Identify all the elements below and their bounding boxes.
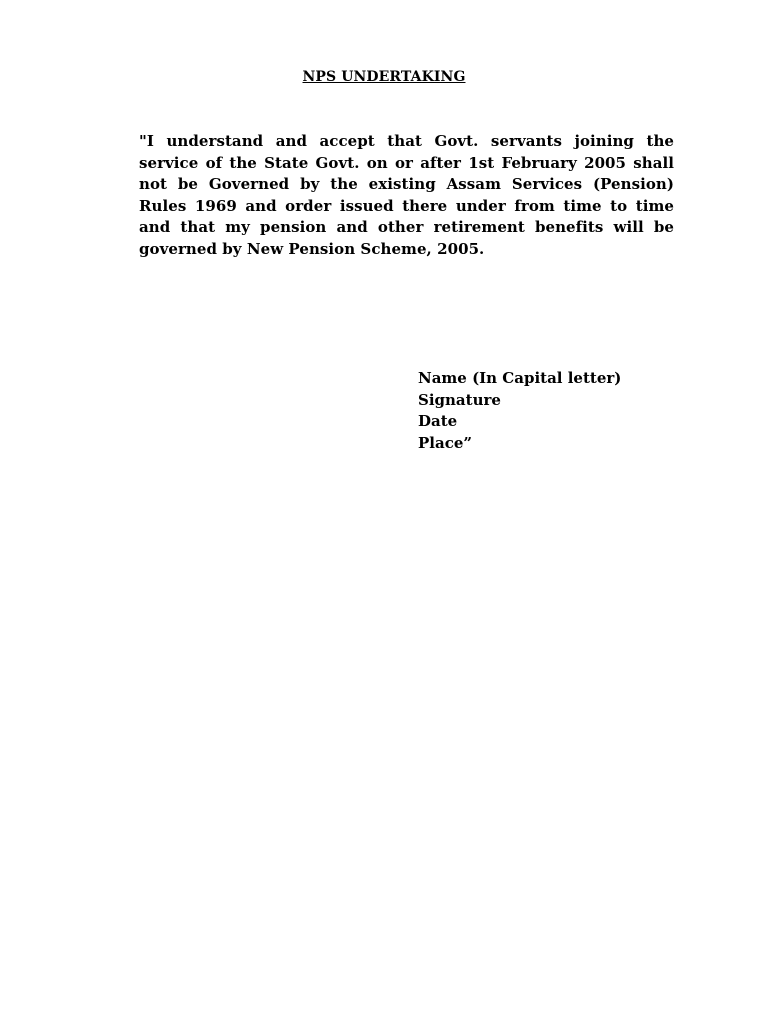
signature-field-label: Signature bbox=[418, 390, 501, 409]
date-field-label: Date bbox=[418, 412, 458, 431]
place-field-label: Place” bbox=[418, 433, 473, 452]
undertaking-statement: "I understand and accept that Govt. servants joining the service of the State Govt. on or after 1st February 2005 shall not be Governed by the existing Assam Services (Pension) Rules 1969 and order issued there under from time to time and that my pension and other retirement benefits will be governed by New Pension Scheme, 2005. bbox=[139, 132, 674, 258]
document-title: NPS UNDERTAKING bbox=[302, 69, 466, 85]
signature-block bbox=[418, 368, 621, 454]
name-field-label: Name (In Capital letter) bbox=[418, 369, 622, 387]
